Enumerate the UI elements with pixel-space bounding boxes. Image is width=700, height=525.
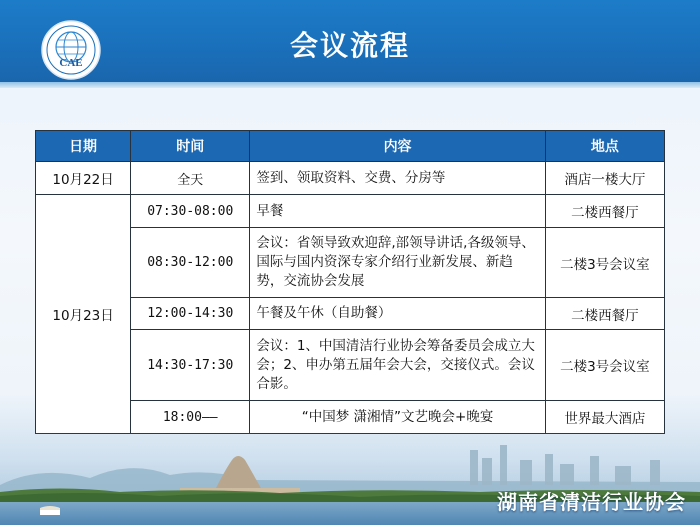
- header-time: 时间: [131, 131, 250, 162]
- place-cell: 二楼3号会议室: [545, 330, 664, 401]
- table-header-row: [36, 131, 665, 162]
- organization-name: 湖南省清洁行业协会: [497, 490, 686, 514]
- table-row: [36, 228, 665, 298]
- table-row: [36, 401, 665, 434]
- table-row: [36, 195, 665, 228]
- time-cell: 全天: [131, 162, 250, 195]
- place-cell: 酒店一楼大厅: [545, 162, 664, 195]
- time-cell: 12:00-14:30: [131, 298, 250, 330]
- content-cell: 午餐及午休（自助餐）: [250, 298, 545, 330]
- header-content: 内容: [250, 131, 545, 162]
- date-cell: 10月22日: [36, 162, 131, 195]
- time-cell: 07:30-08:00: [131, 195, 250, 228]
- table-row: [36, 330, 665, 401]
- content-cell: 会议：省领导致欢迎辞,部领导讲话,各级领导、国际与国内资深专家介绍行业新发展、新趋势，交流协会发展: [250, 228, 545, 298]
- place-cell: 二楼3号会议室: [545, 228, 664, 298]
- page-title: 会议流程: [289, 29, 410, 62]
- header-date: 日期: [36, 131, 131, 162]
- time-cell: 18:00——: [131, 401, 250, 434]
- table-row: [36, 162, 665, 195]
- logo-text: CAE: [59, 57, 83, 69]
- place-cell: 二楼西餐厅: [545, 298, 664, 330]
- table-row: [36, 298, 665, 330]
- header-place: 地点: [545, 131, 664, 162]
- content-cell: 签到、领取资料、交费、分房等: [250, 162, 545, 195]
- title-bar-band: [0, 82, 700, 88]
- content-cell: “中国梦 潇湘情”文艺晚会+晚宴: [250, 401, 545, 434]
- content-cell: 早餐: [250, 195, 545, 228]
- date-cell: 10月23日: [36, 195, 131, 434]
- place-cell: 世界最大酒店: [545, 401, 664, 434]
- schedule-table: [35, 130, 665, 434]
- time-cell: 14:30-17:30: [131, 330, 250, 401]
- content-cell: 会议：1、中国清洁行业协会筹备委员会成立大会；2、申办第五届年会大会，交接仪式。会议合影。: [250, 330, 545, 401]
- time-cell: 08:30-12:00: [131, 228, 250, 298]
- place-cell: 二楼西餐厅: [545, 195, 664, 228]
